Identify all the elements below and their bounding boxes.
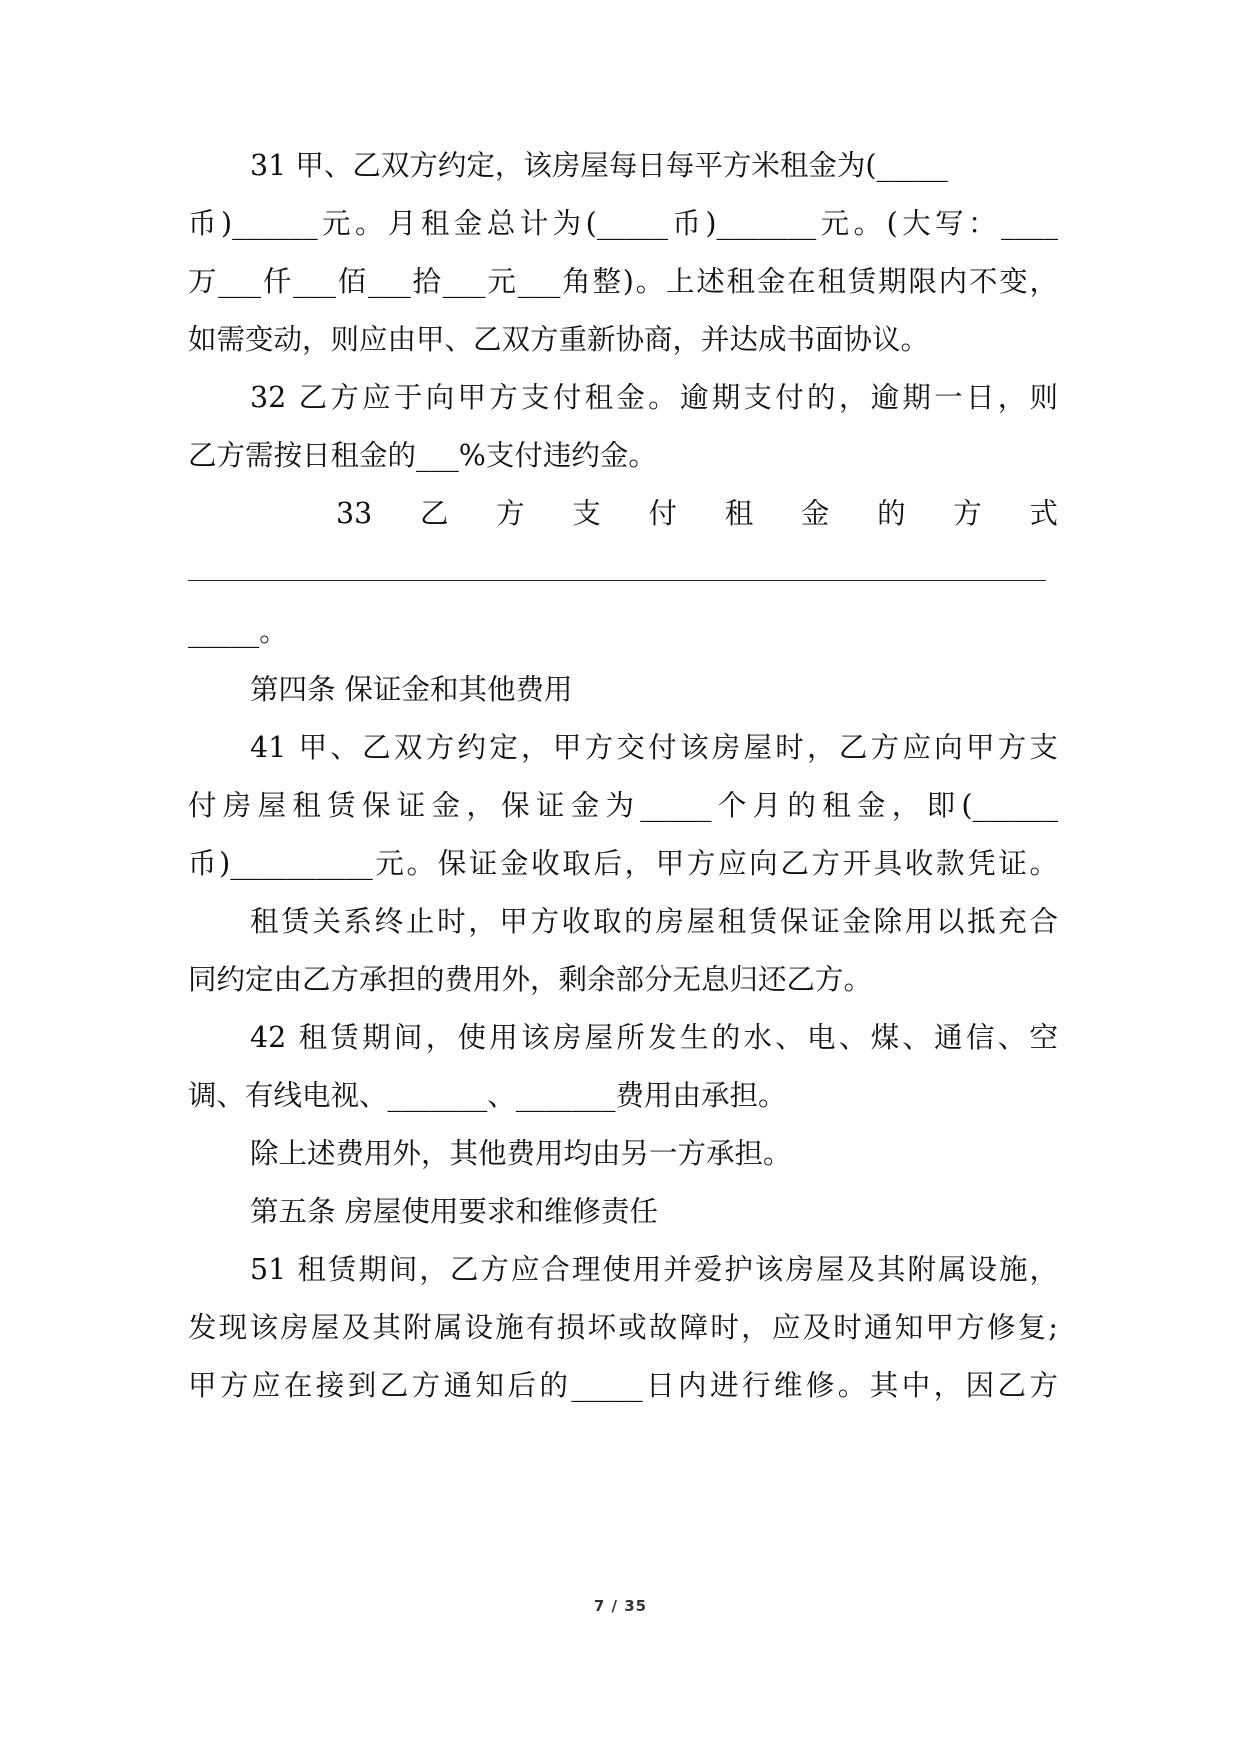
- clause-3-3-heading-line: [336, 494, 1058, 534]
- clause-3-3-word: 乙: [419, 497, 449, 530]
- clause-3-3-word: 方: [496, 497, 525, 530]
- clause-3-1-line-3: 万___仟___佰___拾___元___角整)。上述租金在租赁期限内不变，: [188, 265, 1058, 298]
- clause-3-3-line-end: _____。: [188, 615, 288, 648]
- clause-3-3-word: 的: [877, 497, 906, 530]
- clause-3-3-word: 金: [800, 497, 830, 530]
- clause-3-3-word: 支: [572, 497, 601, 530]
- clause-3-1-line-1: 31 甲、乙双方约定，该房屋每日每平方米租金为(_____: [250, 149, 948, 182]
- clause-3-3-word: 方: [953, 497, 982, 530]
- fill-in-blank-rule: [188, 580, 1046, 581]
- clause-5-1-line-3: 甲方应在接到乙方通知后的_____日内进行维修。其中，因乙方: [188, 1369, 1058, 1402]
- clause-3-3-word: 33: [336, 497, 373, 530]
- clause-4-1-line-5: 同约定由乙方承担的费用外，剩余部分无息归还乙方。: [188, 963, 873, 996]
- section-5-heading: 第五条 房屋使用要求和维修责任: [250, 1195, 659, 1228]
- clause-4-1-line-4: 租赁关系终止时，甲方收取的房屋租赁保证金除用以抵充合: [250, 905, 1058, 938]
- clause-3-3-word: 式: [1029, 497, 1058, 530]
- section-4-heading: 第四条 保证金和其他费用: [250, 673, 573, 706]
- clause-3-2-line-2: 乙方需按日租金的___%支付违约金。: [188, 439, 657, 472]
- clause-4-2-line-1: 42 租赁期间，使用该房屋所发生的水、电、煤、通信、空: [250, 1021, 1058, 1054]
- clause-4-1-line-2: 付房屋租赁保证金，保证金为_____个月的租金，即(______: [188, 789, 1058, 822]
- clause-5-1-line-2: 发现该房屋及其附属设施有损坏或故障时，应及时通知甲方修复;: [188, 1311, 1058, 1344]
- clause-4-2-line-3: 除上述费用外，其他费用均由另一方承担。: [250, 1137, 792, 1170]
- clause-4-1-line-1: 41 甲、乙双方约定，甲方交付该房屋时，乙方应向甲方支: [250, 731, 1058, 764]
- clause-3-1-line-2: 币)______元。月租金总计为(_____币)_______元。(大写：____: [188, 207, 1058, 240]
- page-number: 7 / 35: [593, 1597, 648, 1615]
- clause-4-1-line-3: 币)__________元。保证金收取后，甲方应向乙方开具收款凭证。: [188, 847, 1058, 880]
- clause-3-3-word: 租: [724, 497, 754, 530]
- clause-5-1-line-1: 51 租赁期间，乙方应合理使用并爱护该房屋及其附属设施，: [250, 1253, 1058, 1286]
- clause-4-2-line-2: 调、有线电视、_______、_______费用由承担。: [188, 1079, 787, 1112]
- clause-3-1-line-4: 如需变动，则应由甲、乙双方重新协商，并达成书面协议。: [188, 323, 930, 356]
- clause-3-2-line-1: 32 乙方应于向甲方支付租金。逾期支付的，逾期一日，则: [250, 381, 1058, 414]
- clause-3-3-word: 付: [648, 497, 678, 530]
